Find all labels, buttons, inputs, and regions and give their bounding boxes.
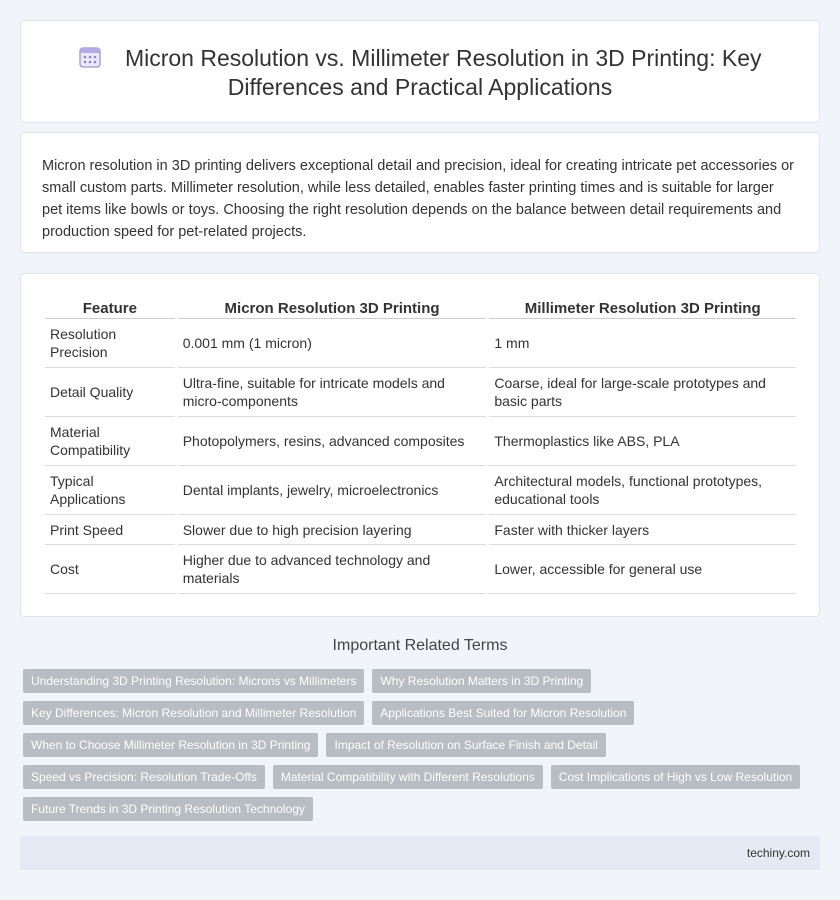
table-cell-millimeter: Faster with thicker layers (489, 515, 796, 545)
related-terms-list (23, 669, 813, 821)
table-row (45, 417, 796, 466)
intro-card (20, 132, 820, 253)
related-terms-title: Important Related Terms (332, 637, 508, 654)
table-cell-feature: Resolution Precision (45, 319, 175, 368)
comparison-table (42, 294, 799, 594)
table-cell-feature: Detail Quality (45, 368, 175, 417)
table-cell-millimeter: Thermoplastics like ABS, PLA (489, 417, 796, 466)
table-row (45, 515, 796, 545)
table-cell-feature: Typical Applications (45, 466, 175, 515)
table-row (45, 319, 796, 368)
table-cell-millimeter: Coarse, ideal for large-scale prototypes and basic parts (489, 368, 796, 417)
table-cell-micron: 0.001 mm (1 micron) (178, 319, 487, 368)
header-card (20, 20, 820, 123)
table-cell-micron: Dental implants, jewelry, microelectronics (178, 466, 487, 515)
related-term-tag[interactable]: Speed vs Precision: Resolution Trade-Offs (23, 765, 265, 789)
related-term-tag[interactable]: Understanding 3D Printing Resolution: Microns vs Millimeters (23, 669, 364, 693)
header-micron: Micron Resolution 3D Printing (178, 294, 487, 319)
related-term-tag[interactable]: Cost Implications of High vs Low Resolution (551, 765, 800, 789)
table-cell-micron: Photopolymers, resins, advanced composites (178, 417, 487, 466)
related-term-tag[interactable]: Applications Best Suited for Micron Resolution (372, 701, 634, 725)
page-title: Micron Resolution vs. Millimeter Resolution in 3D Printing: Key Differences and Practical Applications (124, 45, 762, 100)
calendar-grid-icon (78, 45, 102, 69)
table-cell-millimeter: Lower, accessible for general use (489, 545, 796, 594)
table-header-row (45, 294, 796, 319)
footer-bar (20, 836, 820, 870)
table-cell-feature: Print Speed (45, 515, 175, 545)
related-term-tag[interactable]: Impact of Resolution on Surface Finish and Detail (326, 733, 605, 757)
table-row (45, 368, 796, 417)
related-term-tag[interactable]: Future Trends in 3D Printing Resolution Technology (23, 797, 313, 821)
header-millimeter: Millimeter Resolution 3D Printing (489, 294, 796, 319)
table-cell-feature: Material Compatibility (45, 417, 175, 466)
table-row (45, 466, 796, 515)
table-cell-micron: Higher due to advanced technology and materials (178, 545, 487, 594)
related-term-tag[interactable]: Key Differences: Micron Resolution and Millimeter Resolution (23, 701, 364, 725)
table-cell-millimeter: Architectural models, functional prototypes, educational tools (489, 466, 796, 515)
comparison-table-card (20, 273, 820, 617)
related-term-tag[interactable]: Material Compatibility with Different Resolutions (273, 765, 543, 789)
intro-paragraph: Micron resolution in 3D printing delivers exceptional detail and precision, ideal for creating intricate pet accessories or small custom parts. Millimeter resolution, while less detailed, enables faster printing times and is suitable for larger pet items like bowls or toys. Choosing the right resolution depends on the balance between detail requirements and production speed for pet-related projects. (42, 158, 794, 240)
table-cell-micron: Ultra-fine, suitable for intricate models and micro-components (178, 368, 487, 417)
related-term-tag[interactable]: Why Resolution Matters in 3D Printing (372, 669, 591, 693)
header-feature: Feature (45, 294, 175, 319)
title-wrap (61, 44, 779, 102)
table-cell-feature: Cost (45, 545, 175, 594)
related-term-tag[interactable]: When to Choose Millimeter Resolution in 3D Printing (23, 733, 318, 757)
table-cell-millimeter: 1 mm (489, 319, 796, 368)
table-cell-micron: Slower due to high precision layering (178, 515, 487, 545)
footer-site-link[interactable]: techiny.com (746, 846, 810, 860)
table-row (45, 545, 796, 594)
